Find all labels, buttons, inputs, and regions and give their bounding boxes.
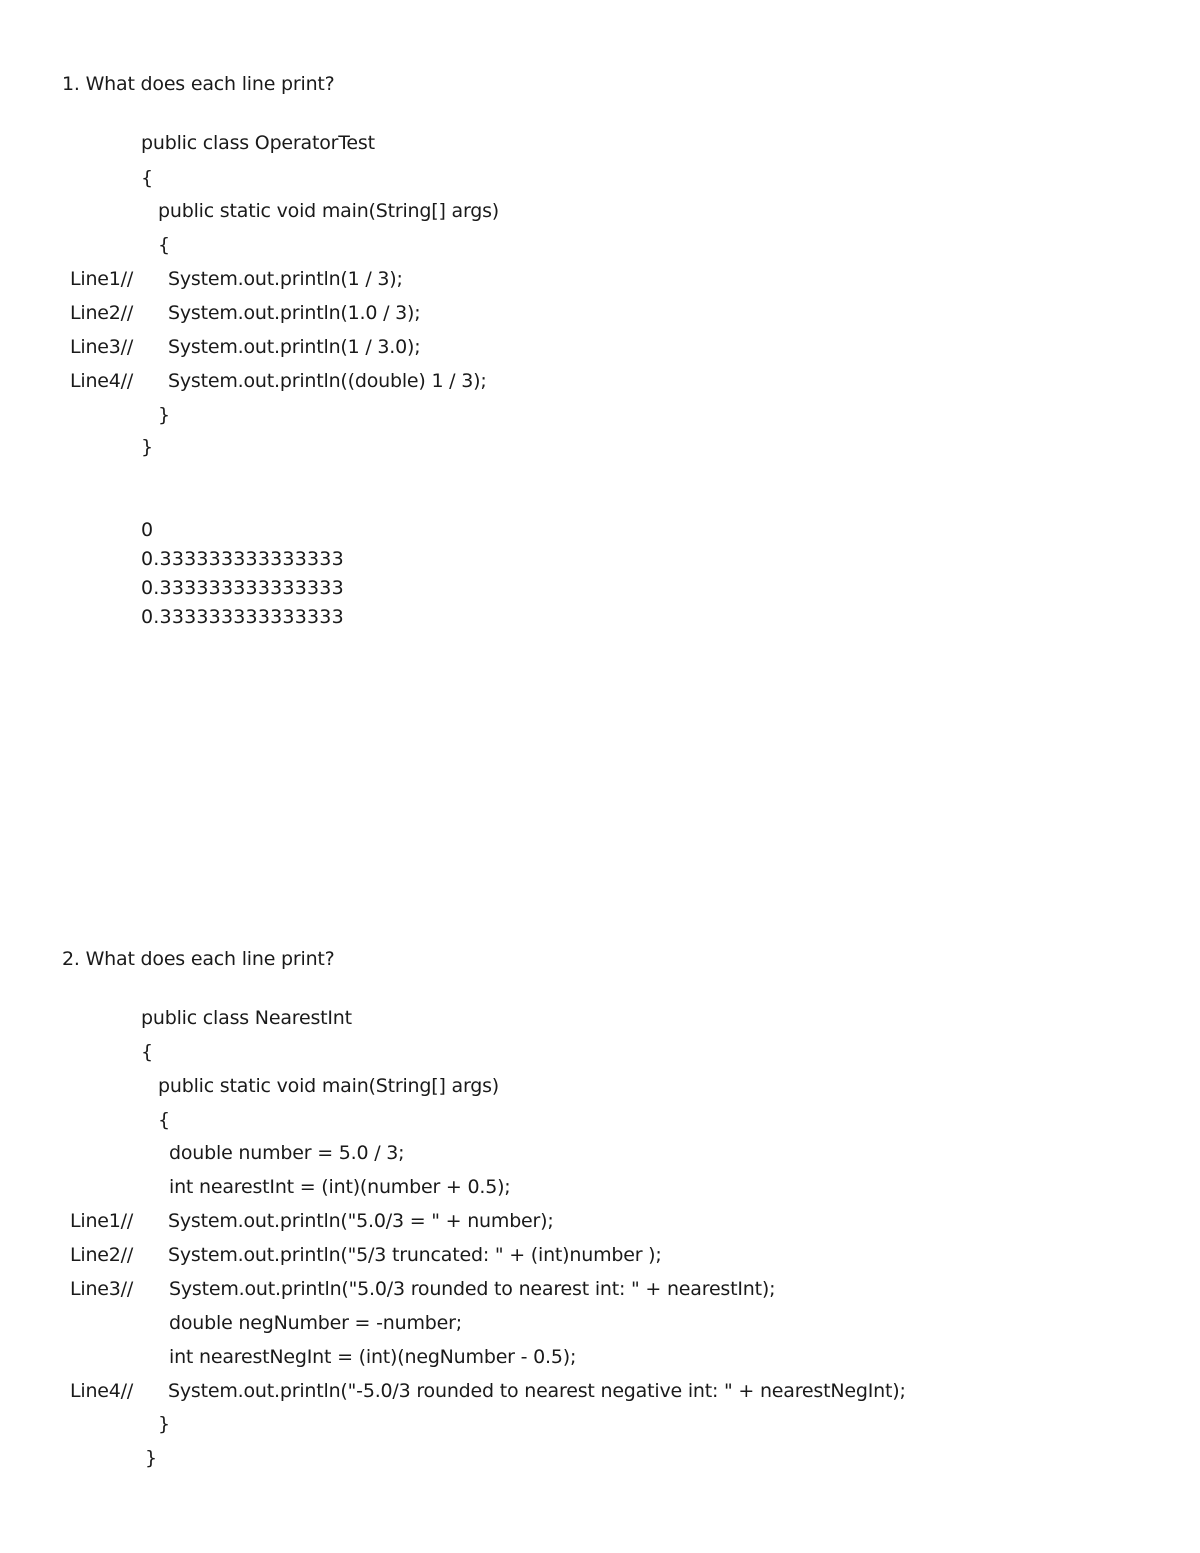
q2-class-close-brace: } [145,1447,157,1469]
q2-line4-code: System.out.println("-5.0/3 rounded to nearest negative int: " + nearestNegInt); [168,1380,906,1402]
q1-line1-code: System.out.println(1 / 3); [168,268,403,290]
q2-stmt-nearest-neg-int: int nearestNegInt = (int)(negNumber - 0.5); [169,1346,577,1368]
q1-line3-code: System.out.println(1 / 3.0); [168,336,421,358]
q1-method-open-brace: { [158,234,170,256]
q2-line4-label: Line4// [70,1380,134,1402]
q2-line3-code: System.out.println("5.0/3 rounded to nearest int: " + nearestInt); [169,1278,776,1300]
q2-stmt-neg-number: double negNumber = -number; [169,1312,462,1334]
q1-line1-label: Line1// [70,268,134,290]
q1-line4-code: System.out.println((double) 1 / 3); [168,370,487,392]
q2-stmt-nearest-int: int nearestInt = (int)(number + 0.5); [169,1176,511,1198]
q2-stmt-number: double number = 5.0 / 3; [169,1142,405,1164]
q2-line2-label: Line2// [70,1244,134,1266]
q1-method-declaration: public static void main(String[] args) [158,200,500,222]
q1-line4-label: Line4// [70,370,134,392]
q1-answer-2: 0.333333333333333 [141,548,344,570]
q2-method-close-brace: } [158,1413,170,1435]
q1-answer-1: 0 [141,519,154,541]
q1-line2-label: Line2// [70,302,134,324]
q1-class-open-brace: { [141,167,153,189]
q2-method-open-brace: { [158,1109,170,1131]
q1-class-declaration: public class OperatorTest [141,132,375,154]
q2-line3-label: Line3// [70,1278,134,1300]
q1-answer-4: 0.333333333333333 [141,606,344,628]
q1-answer-3: 0.333333333333333 [141,577,344,599]
q2-line2-code: System.out.println("5/3 truncated: " + (int)number ); [168,1244,662,1266]
question-1-title: 1. What does each line print? [62,73,335,95]
q2-method-declaration: public static void main(String[] args) [158,1075,500,1097]
q2-line1-label: Line1// [70,1210,134,1232]
q1-line3-label: Line3// [70,336,134,358]
q1-class-close-brace: } [141,436,153,458]
question-2-title: 2. What does each line print? [62,948,335,970]
q2-line1-code: System.out.println("5.0/3 = " + number); [168,1210,554,1232]
q1-line2-code: System.out.println(1.0 / 3); [168,302,421,324]
q2-class-declaration: public class NearestInt [141,1007,352,1029]
q2-class-open-brace: { [141,1041,153,1063]
q1-method-close-brace: } [158,404,170,426]
